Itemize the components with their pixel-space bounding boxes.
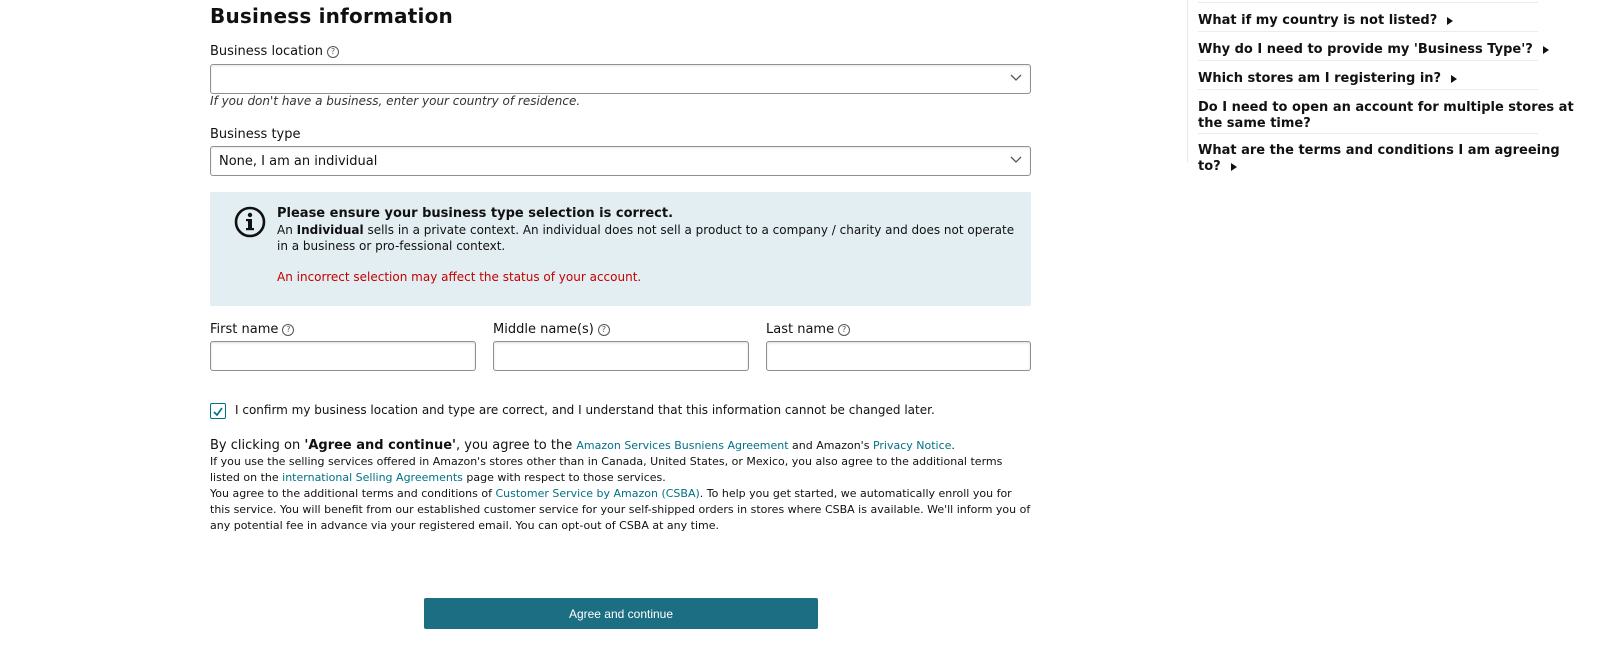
info-body-rest: sells in a private context. An individual does not sell a product to a company / charity and does not operate in a business or pro-fessional context. bbox=[277, 223, 1015, 253]
terms-line-2 bbox=[210, 454, 1031, 486]
business-type-info-box bbox=[210, 192, 1031, 306]
info-body bbox=[277, 222, 1019, 254]
terms-text: By clicking on bbox=[210, 438, 305, 453]
business-type-label bbox=[210, 127, 301, 142]
terms-text: If you use the selling services offered in Amazon's stores other than in Canada, United States, or Mexico, you also agree to the additional terms listed on the bbox=[210, 455, 1003, 484]
info-title: Please ensure your business type selection is correct. bbox=[277, 206, 674, 221]
faq-item-multiple-stores[interactable] bbox=[1198, 100, 1598, 132]
help-icon[interactable]: ? bbox=[282, 324, 294, 336]
confirm-text: I confirm my business location and type are correct, and I understand that this information cannot be changed later. bbox=[235, 403, 935, 417]
business-location-label bbox=[210, 44, 339, 59]
terms-text: . To help you get started, we automatically enroll you for this service. You will benefit from our established customer service for your self-shipped orders in stores where CSBA is available. We'll inform you of any potential fee in advance via your registered email. You can opt-out of CSBA at any time. bbox=[210, 487, 1031, 532]
business-location-select[interactable] bbox=[210, 64, 1031, 94]
terms-line-3 bbox=[210, 486, 1031, 534]
business-type-value: None, I am an individual bbox=[219, 153, 378, 169]
info-icon bbox=[234, 206, 266, 238]
expand-triangle-icon bbox=[1231, 163, 1237, 171]
expand-triangle-icon bbox=[1451, 75, 1457, 83]
business-location-label-text: Business location bbox=[210, 44, 324, 59]
faq-item-stores[interactable] bbox=[1198, 71, 1578, 87]
business-type-label-text: Business type bbox=[210, 127, 301, 142]
chevron-down-icon bbox=[1010, 74, 1022, 82]
help-icon[interactable]: ? bbox=[327, 46, 339, 58]
info-warning: An incorrect selection may affect the status of your account. bbox=[277, 270, 642, 284]
last-name-label-text: Last name bbox=[766, 322, 835, 337]
info-body-prefix: An bbox=[277, 223, 297, 237]
business-location-hint: If you don't have a business, enter your country of residence. bbox=[210, 94, 581, 108]
faq-label: What if my country is not listed? bbox=[1198, 13, 1438, 28]
last-name-input[interactable] bbox=[766, 341, 1031, 371]
section-title: Business information bbox=[210, 4, 453, 28]
divider bbox=[1198, 60, 1538, 61]
confirm-checkbox[interactable] bbox=[210, 403, 226, 419]
faq-panel bbox=[1187, 0, 1574, 174]
chevron-down-icon bbox=[1010, 156, 1022, 164]
info-body-bold: Individual bbox=[296, 223, 364, 237]
faq-label: Which stores am I registering in? bbox=[1198, 71, 1442, 86]
first-name-label-text: First name bbox=[210, 322, 279, 337]
help-icon[interactable]: ? bbox=[598, 324, 610, 336]
faq-label: Why do I need to provide my 'Business Type'? bbox=[1198, 42, 1533, 57]
middle-name-label bbox=[493, 322, 610, 337]
faq-label: What are the terms and conditions I am agreeing to? bbox=[1198, 143, 1560, 174]
terms-line-1 bbox=[210, 438, 1031, 454]
faq-label: Do I need to open an account for multiple stores at the same time? bbox=[1198, 100, 1574, 131]
terms-text: You agree to the additional terms and conditions of bbox=[210, 487, 496, 500]
terms-text: and Amazon's bbox=[788, 439, 873, 452]
faq-item-terms[interactable] bbox=[1198, 143, 1578, 175]
divider bbox=[1198, 2, 1538, 3]
first-name-input[interactable] bbox=[210, 341, 476, 371]
international-selling-link[interactable]: international Selling Agreements bbox=[282, 471, 463, 484]
services-agreement-link[interactable]: Amazon Services Busniens Agreement bbox=[576, 439, 789, 452]
expand-triangle-icon bbox=[1447, 17, 1453, 25]
faq-item-country[interactable] bbox=[1198, 13, 1578, 29]
checkmark-icon bbox=[211, 405, 225, 419]
divider bbox=[1198, 31, 1538, 32]
last-name-label bbox=[766, 322, 850, 337]
terms-agree-bold: 'Agree and continue' bbox=[304, 438, 457, 453]
privacy-notice-link[interactable]: Privacy Notice bbox=[872, 439, 952, 452]
divider bbox=[1198, 89, 1538, 90]
middle-name-label-text: Middle name(s) bbox=[493, 322, 594, 337]
faq-item-business-type[interactable] bbox=[1198, 42, 1578, 58]
agree-and-continue-button[interactable]: Agree and continue bbox=[424, 598, 818, 629]
terms-text: page with respect to those services. bbox=[462, 471, 666, 484]
terms-text: . bbox=[951, 439, 955, 452]
csba-link[interactable]: Customer Service by Amazon (CSBA) bbox=[495, 487, 700, 500]
expand-triangle-icon bbox=[1543, 46, 1549, 54]
divider bbox=[1198, 133, 1538, 134]
middle-name-input[interactable] bbox=[493, 341, 749, 371]
business-type-select[interactable] bbox=[210, 146, 1031, 176]
terms-text: , you agree to the bbox=[456, 438, 577, 453]
help-icon[interactable]: ? bbox=[838, 324, 850, 336]
first-name-label bbox=[210, 322, 294, 337]
